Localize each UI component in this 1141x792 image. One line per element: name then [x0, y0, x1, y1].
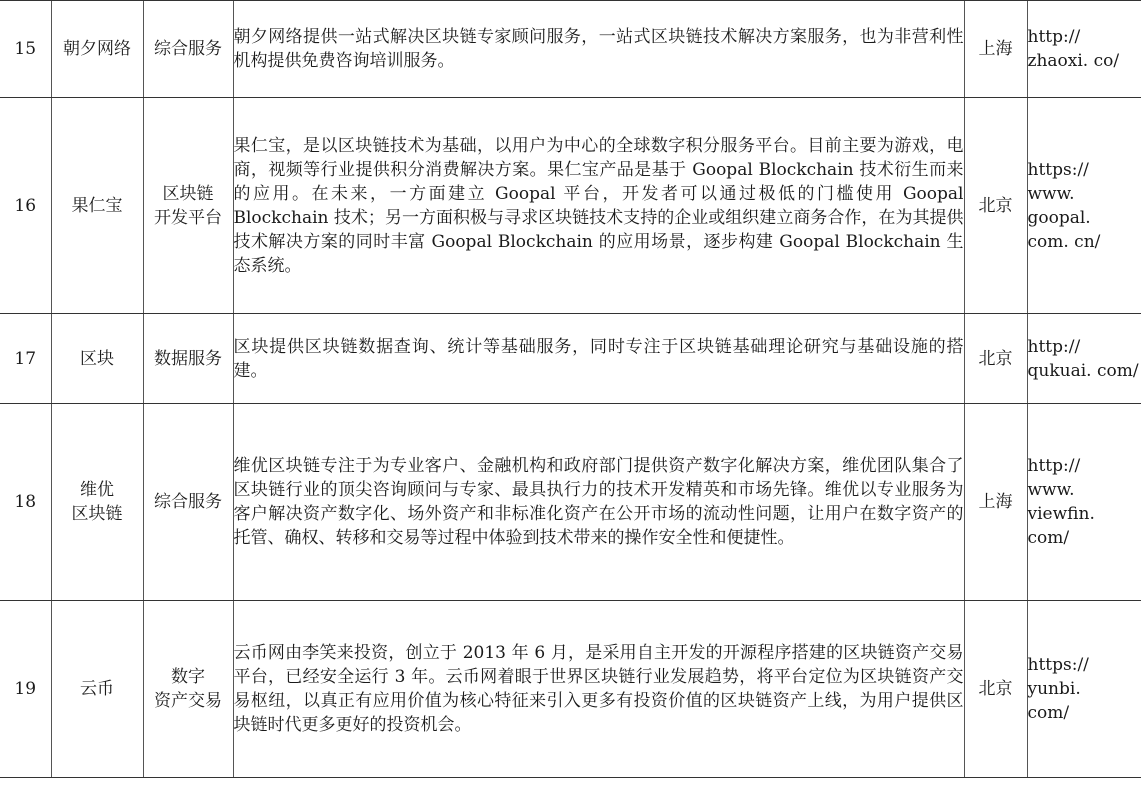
category-line: 区块链 — [162, 183, 214, 204]
company-url[interactable] — [1027, 601, 1141, 778]
table-row — [0, 404, 1141, 601]
company-city: 上海 — [964, 1, 1027, 98]
url-line[interactable]: zhaoxi. co/ — [1027, 51, 1120, 71]
company-name — [51, 1, 143, 98]
category-line: 综合服务 — [154, 39, 222, 59]
table-body — [0, 1, 1141, 778]
category-line: 开发平台 — [154, 207, 222, 228]
url-line[interactable]: com/ — [1027, 528, 1070, 548]
company-description: 云币网由李笑来投资，创立于 2013 年 6 月，是采用自主开发的开源程序搭建的区块链资产交易平台，已经安全运行 3 年。云币网着眼于世界区块链行业发展趋势，将平台定位为区块链资产交易枢纽，以真正有应用价值为核心特征来引入更多有投资价值的区块链资产上线，为用户提供区块链时代更多更好的投资机会。 — [233, 601, 964, 778]
company-city: 北京 — [964, 314, 1027, 404]
company-url[interactable] — [1027, 404, 1141, 601]
company-name — [51, 404, 143, 601]
company-name-line: 朝夕网络 — [63, 39, 131, 59]
url-line[interactable]: com/ — [1027, 703, 1070, 723]
url-line[interactable]: http:// — [1027, 27, 1081, 47]
company-category — [143, 601, 233, 778]
company-category — [143, 314, 233, 404]
table-row — [0, 98, 1141, 314]
row-number: 19 — [0, 601, 51, 778]
table-row — [0, 1, 1141, 98]
company-city: 北京 — [964, 98, 1027, 314]
category-line: 数据服务 — [154, 348, 222, 369]
company-category — [143, 1, 233, 98]
row-number: 17 — [0, 314, 51, 404]
url-line[interactable]: viewfin. — [1027, 504, 1095, 524]
row-number: 18 — [0, 404, 51, 601]
company-name-line: 维优 — [80, 480, 114, 500]
url-line[interactable]: www. — [1027, 183, 1075, 204]
table-row — [0, 314, 1141, 404]
company-name-line: 云币 — [80, 679, 114, 699]
company-name-line: 区块链 — [71, 504, 123, 524]
company-name — [51, 98, 143, 314]
company-name — [51, 601, 143, 778]
url-line[interactable]: https:// — [1027, 655, 1089, 675]
company-url[interactable] — [1027, 1, 1141, 98]
category-line: 资产交易 — [154, 691, 222, 711]
company-description: 维优区块链专注于为专业客户、金融机构和政府部门提供资产数字化解决方案，维优团队集合了区块链行业的顶尖咨询顾问与专家、最具执行力的技术开发精英和市场先锋。维优以专业服务为客户解决资产数字化、场外资产和非标准化资产在公开市场的流动性问题，让用户在数字资产的托管、确权、转移和交易等过程中体验到技术带来的操作安全性和便捷性。 — [233, 404, 964, 601]
row-number: 16 — [0, 98, 51, 314]
url-line[interactable]: yunbi. — [1027, 679, 1081, 699]
url-line[interactable]: qukuai. com/ — [1027, 360, 1139, 381]
company-category — [143, 98, 233, 314]
company-url[interactable] — [1027, 98, 1141, 314]
url-line[interactable]: http:// — [1027, 336, 1081, 357]
category-line: 综合服务 — [154, 492, 222, 512]
category-line: 数字 — [171, 667, 205, 687]
company-description: 区块提供区块链数据查询、统计等基础服务，同时专注于区块链基础理论研究与基础设施的搭建。 — [233, 314, 964, 404]
url-line[interactable]: com. cn/ — [1027, 231, 1101, 252]
company-name-line: 果仁宝 — [71, 195, 123, 216]
company-name-line: 区块 — [80, 348, 114, 369]
table-row — [0, 601, 1141, 778]
company-city: 北京 — [964, 601, 1027, 778]
company-url[interactable] — [1027, 314, 1141, 404]
url-line[interactable]: goopal. — [1027, 207, 1091, 228]
company-name — [51, 314, 143, 404]
url-line[interactable]: http:// — [1027, 456, 1081, 476]
company-category — [143, 404, 233, 601]
url-line[interactable]: https:// — [1027, 159, 1089, 180]
url-line[interactable]: www. — [1027, 480, 1075, 500]
company-description: 朝夕网络提供一站式解决区块链专家顾问服务，一站式区块链技术解决方案服务，也为非营利性机构提供免费咨询培训服务。 — [233, 1, 964, 98]
company-city: 上海 — [964, 404, 1027, 601]
row-number: 15 — [0, 1, 51, 98]
company-description: 果仁宝，是以区块链技术为基础，以用户为中心的全球数字积分服务平台。目前主要为游戏，电商，视频等行业提供积分消费解决方案。果仁宝产品是基于 Goopal Blockchain 技术衍生而来的应用。在未来，一方面建立 Goopal 平台，开发者可以通过极低的门槛使用 Goopal Blockchain 技术；另一方面积极与寻求区块链技术支持的企业或组织建立商务合作，在为其提供技术解决方案的同时丰富 Goopal Blockchain 的应用场景，逐步构建 Goopal Blockchain 生态系统。 — [233, 98, 964, 314]
